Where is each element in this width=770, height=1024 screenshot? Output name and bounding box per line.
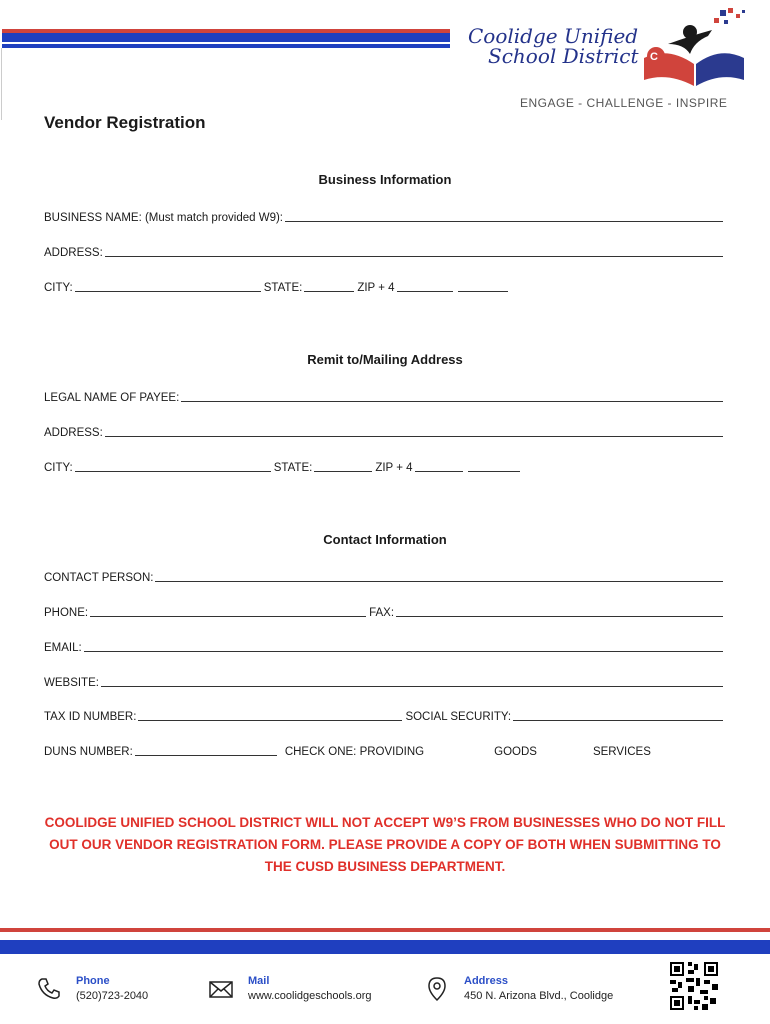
location-pin-icon (424, 976, 450, 1002)
remit-address-row (44, 423, 726, 439)
remit-zip-field[interactable] (415, 460, 463, 472)
phone-fax-row (44, 603, 726, 619)
footer-address (424, 974, 613, 1004)
email-label: EMAIL: (44, 642, 82, 654)
website-field[interactable] (101, 675, 723, 687)
business-address-label: ADDRESS: (44, 247, 103, 259)
svg-text:C: C (650, 51, 658, 63)
business-zip4-field[interactable] (458, 280, 508, 292)
tax-id-label: TAX ID NUMBER: (44, 711, 137, 723)
phone-label: PHONE: (44, 607, 89, 619)
header-blue-stripe-thin (2, 44, 450, 48)
contact-person-field[interactable] (155, 570, 723, 582)
website-row (44, 673, 726, 689)
remit-zip-label: ZIP + 4 (375, 462, 413, 474)
left-divider (1, 48, 2, 120)
mail-title: Mail (248, 975, 270, 987)
page-title: Vendor Registration (44, 113, 206, 132)
payee-row (44, 388, 726, 404)
address-title: Address (464, 975, 509, 987)
website-label: WEBSITE: (44, 677, 99, 689)
footer-mail (208, 974, 372, 1004)
duns-row (44, 742, 726, 758)
business-zip-field[interactable] (397, 280, 453, 292)
business-address-field[interactable] (105, 245, 723, 257)
remit-zip4-field[interactable] (468, 460, 520, 472)
qr-code-icon[interactable] (668, 960, 720, 1012)
business-address-row (44, 243, 726, 259)
business-name-row (44, 208, 726, 224)
contact-person-row (44, 568, 726, 584)
check-one-label: CHECK ONE: PROVIDING (284, 746, 425, 758)
payee-label: LEGAL NAME OF PAYEE: (44, 392, 180, 404)
email-field[interactable] (84, 640, 723, 652)
logo-tagline: ENGAGE - CHALLENGE - INSPIRE (520, 96, 728, 110)
logo-wordmark (468, 26, 658, 66)
open-book-icon (638, 6, 768, 98)
tax-id-field[interactable] (138, 709, 402, 721)
phone-field[interactable] (90, 605, 366, 617)
logo-line2: School District (488, 44, 639, 68)
business-state-field[interactable] (304, 280, 354, 292)
business-city-label: CITY: (44, 282, 73, 294)
phone-title: Phone (76, 975, 110, 987)
phone-icon (36, 976, 62, 1002)
services-option[interactable]: SERVICES (592, 746, 651, 758)
duns-label: DUNS NUMBER: (44, 746, 133, 758)
business-state-label: STATE: (263, 282, 303, 294)
mail-icon (208, 976, 234, 1002)
street-address: 450 N. Arizona Blvd., Coolidge (464, 990, 614, 1002)
remit-state-field[interactable] (314, 460, 372, 472)
section-heading-business: Business Information (318, 172, 452, 187)
ssn-label: SOCIAL SECURITY: (405, 711, 512, 723)
contact-person-label: CONTACT PERSON: (44, 572, 154, 584)
business-name-field[interactable] (285, 210, 723, 222)
goods-option[interactable]: GOODS (494, 746, 537, 758)
duns-field[interactable] (135, 744, 277, 756)
footer-phone (36, 974, 148, 1004)
tax-ssn-row (44, 707, 726, 723)
business-city-row (44, 278, 524, 294)
email-row (44, 638, 726, 654)
website-link[interactable]: www.coolidgeschools.org (248, 990, 372, 1002)
remit-city-field[interactable] (75, 460, 271, 472)
fax-field[interactable] (396, 605, 723, 617)
business-zip-label: ZIP + 4 (357, 282, 395, 294)
business-city-field[interactable] (75, 280, 261, 292)
remit-address-label: ADDRESS: (44, 427, 103, 439)
remit-city-row (44, 458, 534, 474)
footer-blue-stripe (0, 940, 770, 954)
fax-label: FAX: (369, 607, 395, 619)
ssn-field[interactable] (513, 709, 723, 721)
remit-address-field[interactable] (105, 425, 723, 437)
remit-city-label: CITY: (44, 462, 73, 474)
remit-state-label: STATE: (273, 462, 313, 474)
phone-number[interactable]: (520)723-2040 (76, 990, 149, 1002)
logo-line1: Coolidge Unified (468, 24, 639, 48)
payee-field[interactable] (181, 390, 723, 402)
business-name-label: BUSINESS NAME: (Must match provided W9): (44, 212, 284, 224)
district-logo (468, 6, 768, 110)
footer-red-stripe (0, 928, 770, 932)
section-heading-contact: Contact Information (323, 532, 447, 547)
section-heading-remit: Remit to/Mailing Address (307, 352, 463, 367)
header-blue-stripe (2, 33, 450, 42)
w9-notice: COOLIDGE UNIFIED SCHOOL DISTRICT WILL NOT ACCEPT W9’S FROM BUSINESSES WHO DO NOT FILL OUT OUR VENDOR REGISTRATION FORM. PLEASE PROVIDE A COPY OF BOTH WHEN SUBMITTING TO THE CUSD BUSINESS DEPARTMENT. (44, 815, 726, 874)
